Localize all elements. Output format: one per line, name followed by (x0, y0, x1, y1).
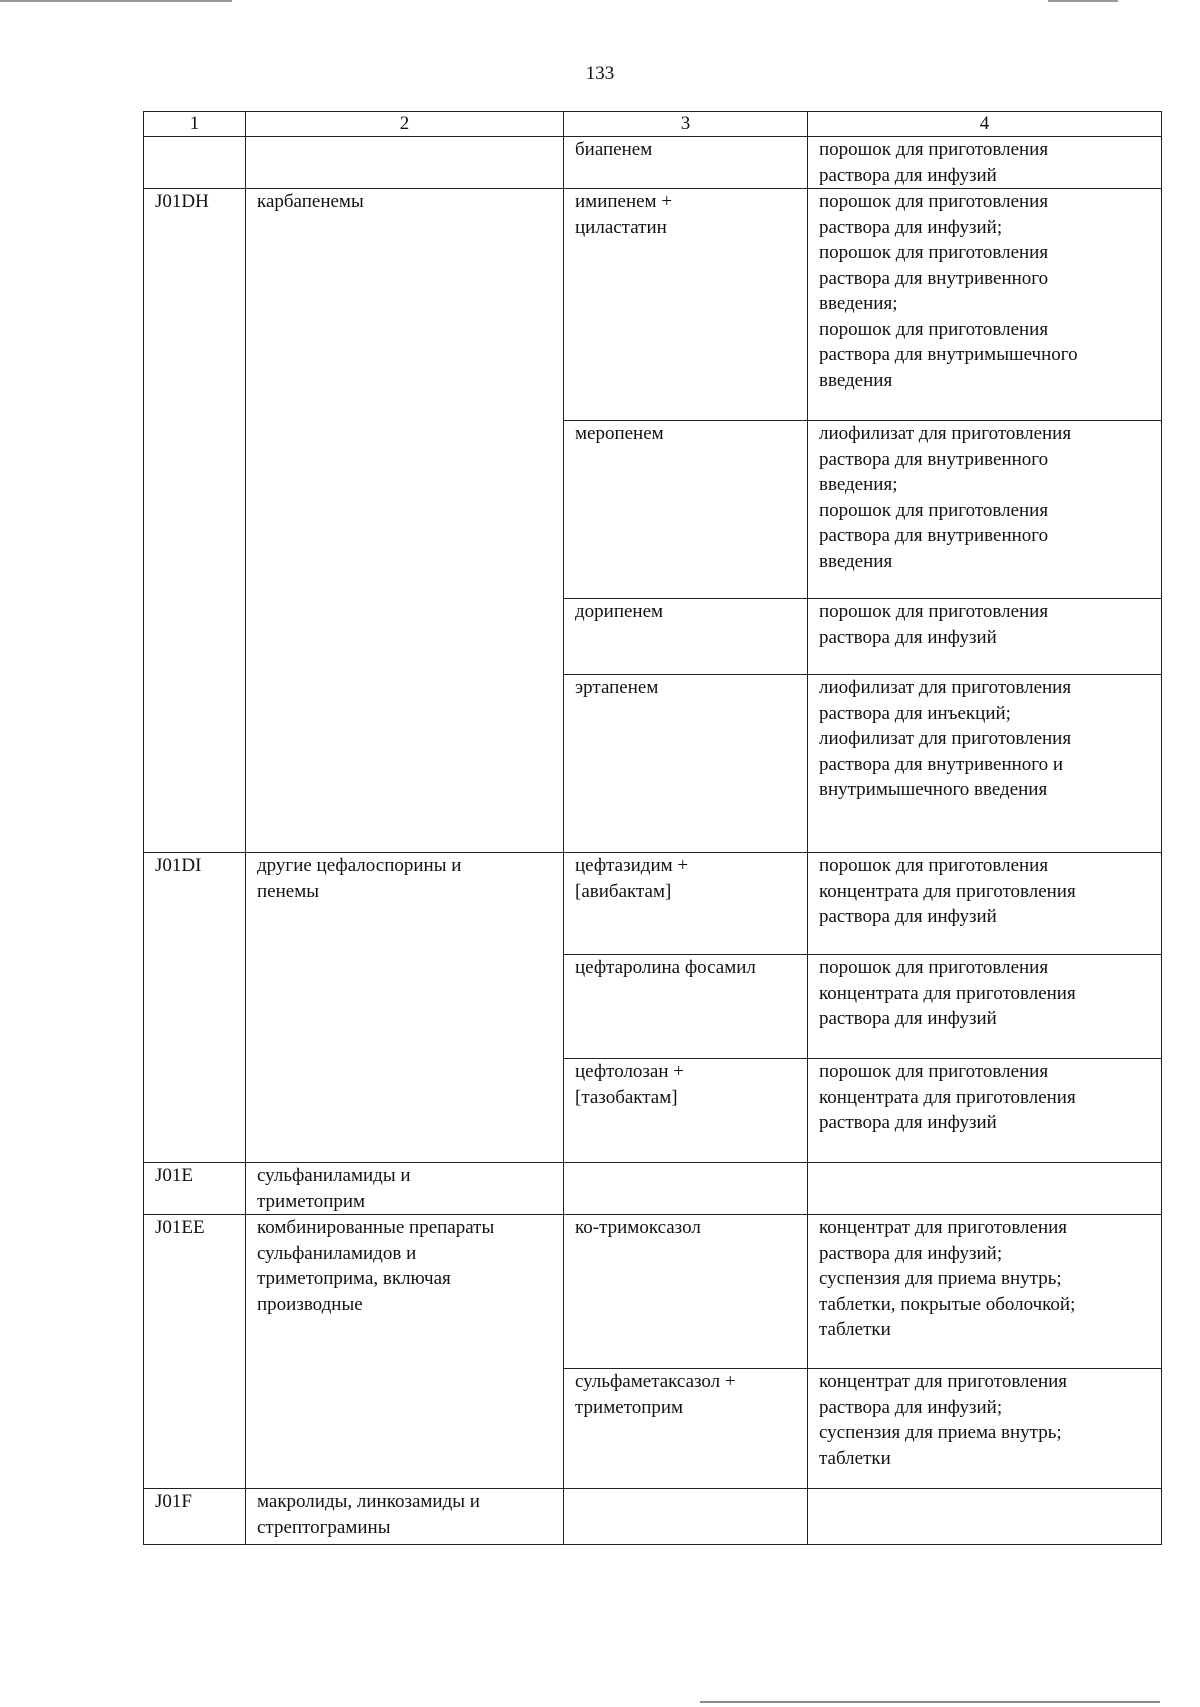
dosage-form-line: порошок для приготовления (819, 318, 1049, 340)
dosage-form-cell (808, 1489, 1162, 1545)
drug-name-line: дорипенем (575, 601, 664, 622)
drug-name-line: циластатин (575, 216, 667, 238)
atc-code-cell: J01DI (144, 853, 246, 1163)
dosage-form-line: концентрат для приготовления (819, 1217, 1068, 1238)
atc-code-cell: J01F (144, 1489, 246, 1545)
drug-name-cell (564, 1369, 808, 1489)
table-row (144, 189, 1162, 421)
dosage-form-line: порошок для приготовления (819, 242, 1049, 263)
dosage-form-line: концентрата для приготовления (819, 982, 1076, 1004)
group-name-cell (246, 1163, 564, 1215)
group-name-line: другие цефалоспорины и (257, 855, 462, 876)
dosage-form-cell (808, 1369, 1162, 1489)
drug-name-cell (564, 189, 808, 421)
scan-edge-top-right (1048, 0, 1118, 2)
group-name-cell (246, 1489, 564, 1545)
drug-name-line: эртапенем (575, 677, 659, 698)
dosage-form-line: раствора для инъекций; (819, 702, 1011, 724)
group-name-cell (246, 189, 564, 853)
medication-table (143, 111, 1162, 1545)
dosage-form-line: таблетки (819, 1319, 891, 1340)
atc-code-cell: J01E (144, 1163, 246, 1215)
drug-name-cell (564, 1163, 808, 1215)
drug-name-cell (564, 675, 808, 853)
drug-name-line: имипенем + (575, 191, 673, 212)
drug-name-line: меропенем (575, 423, 664, 444)
dosage-form-cell (808, 1059, 1162, 1163)
scan-edge-top-left (0, 0, 232, 2)
table-row (144, 853, 1162, 955)
dosage-form-line: лиофилизат для приготовления (819, 677, 1072, 698)
dosage-form-line: лиофилизат для приготовления (819, 728, 1072, 749)
dosage-form-line: порошок для приготовления (819, 957, 1049, 978)
dosage-form-cell (808, 599, 1162, 675)
dosage-form-line: концентрата для приготовления (819, 880, 1076, 902)
table-row (144, 1489, 1162, 1545)
drug-name-cell (564, 955, 808, 1059)
group-name-line: производные (257, 1293, 363, 1315)
drug-name-cell (564, 599, 808, 675)
dosage-form-line: суспензия для приема внутрь; (819, 1268, 1062, 1289)
group-name-cell (246, 1215, 564, 1489)
drug-name-line: цефтазидим + (575, 855, 689, 876)
dosage-form-cell (808, 1215, 1162, 1369)
dosage-form-line: введения; (819, 474, 898, 495)
drug-name-cell (564, 137, 808, 189)
dosage-form-line: порошок для приготовления (819, 1061, 1049, 1082)
dosage-form-cell (808, 421, 1162, 599)
drug-name-cell (564, 1489, 808, 1545)
dosage-form-cell (808, 955, 1162, 1059)
drug-name-cell (564, 1215, 808, 1369)
drug-name-line: цефтаролина фосамил (575, 957, 756, 978)
drug-name-cell (564, 1059, 808, 1163)
group-name-line: комбинированные препараты (257, 1217, 495, 1238)
dosage-form-line: раствора для инфузий; (819, 216, 1003, 238)
drug-name-line: ко-тримоксазол (575, 1217, 701, 1238)
table-row (144, 1215, 1162, 1369)
group-name-line: стрептограмины (257, 1516, 391, 1538)
dosage-form-line: раствора для инфузий (819, 164, 997, 186)
scan-edge-bottom (700, 1701, 1160, 1703)
dosage-form-line: порошок для приготовления (819, 601, 1049, 622)
drug-name-cell (564, 421, 808, 599)
header-col-1: 1 (144, 112, 246, 137)
table-row (144, 137, 1162, 189)
group-name-cell (246, 137, 564, 189)
dosage-form-cell (808, 853, 1162, 955)
dosage-form-line: раствора для инфузий (819, 1112, 997, 1133)
dosage-form-line: порошок для приготовления (819, 139, 1049, 160)
dosage-form-cell (808, 189, 1162, 421)
dosage-form-line: раствора для внутримышечного (819, 344, 1078, 365)
atc-code-cell (144, 137, 246, 189)
dosage-form-line: концентрата для приготовления (819, 1086, 1076, 1108)
group-name-line: триметоприм (257, 1190, 366, 1212)
dosage-form-line: порошок для приготовления (819, 191, 1049, 212)
group-name-line: сульфаниламидов и (257, 1242, 417, 1264)
atc-code-cell: J01DH (144, 189, 246, 853)
drug-name-line: цефтолозан + (575, 1061, 684, 1082)
group-name-line: карбапенемы (257, 191, 364, 212)
group-name-line: триметоприма, включая (257, 1268, 451, 1289)
drug-name-line: триметоприм (575, 1396, 684, 1418)
dosage-form-line: раствора для инфузий; (819, 1242, 1003, 1264)
dosage-form-cell (808, 1163, 1162, 1215)
dosage-form-cell (808, 675, 1162, 853)
drug-name-line: [тазобактам] (575, 1086, 678, 1108)
group-name-line: макролиды, линкозамиды и (257, 1491, 480, 1512)
group-name-line: пенемы (257, 880, 319, 902)
dosage-form-line: порошок для приготовления (819, 499, 1049, 521)
dosage-form-line: раствора для инфузий; (819, 1396, 1003, 1418)
dosage-form-line: суспензия для приема внутрь; (819, 1422, 1062, 1443)
group-name-cell (246, 853, 564, 1163)
page-number: 133 (585, 63, 615, 84)
header-row (144, 112, 1162, 137)
dosage-form-line: внутримышечного введения (819, 779, 1048, 800)
dosage-form-line: таблетки, покрытые оболочкой; (819, 1293, 1076, 1315)
dosage-form-cell (808, 137, 1162, 189)
dosage-form-line: введения (819, 550, 893, 572)
drug-name-cell (564, 853, 808, 955)
dosage-form-line: раствора для инфузий (819, 906, 997, 927)
dosage-form-line: раствора для внутривенного (819, 448, 1049, 470)
atc-code-cell: J01EE (144, 1215, 246, 1489)
dosage-form-line: раствора для внутривенного (819, 525, 1049, 546)
dosage-form-line: раствора для внутривенного и (819, 753, 1064, 775)
dosage-form-line: раствора для инфузий (819, 1008, 997, 1029)
dosage-form-line: раствора для инфузий (819, 626, 997, 648)
header-col-2: 2 (246, 112, 564, 137)
table-row (144, 1163, 1162, 1215)
drug-name-line: [авибактам] (575, 880, 672, 902)
dosage-form-line: введения; (819, 293, 898, 314)
drug-name-line: биапенем (575, 139, 653, 160)
header-col-3: 3 (564, 112, 808, 137)
dosage-form-line: таблетки (819, 1447, 891, 1469)
dosage-form-line: порошок для приготовления (819, 855, 1049, 876)
group-name-line: сульфаниламиды и (257, 1165, 411, 1186)
drug-name-line: сульфаметаксазол + (575, 1371, 736, 1392)
dosage-form-line: введения (819, 369, 893, 391)
dosage-form-line: раствора для внутривенного (819, 267, 1049, 289)
dosage-form-line: лиофилизат для приготовления (819, 423, 1072, 444)
dosage-form-line: концентрат для приготовления (819, 1371, 1068, 1392)
header-col-4: 4 (808, 112, 1162, 137)
